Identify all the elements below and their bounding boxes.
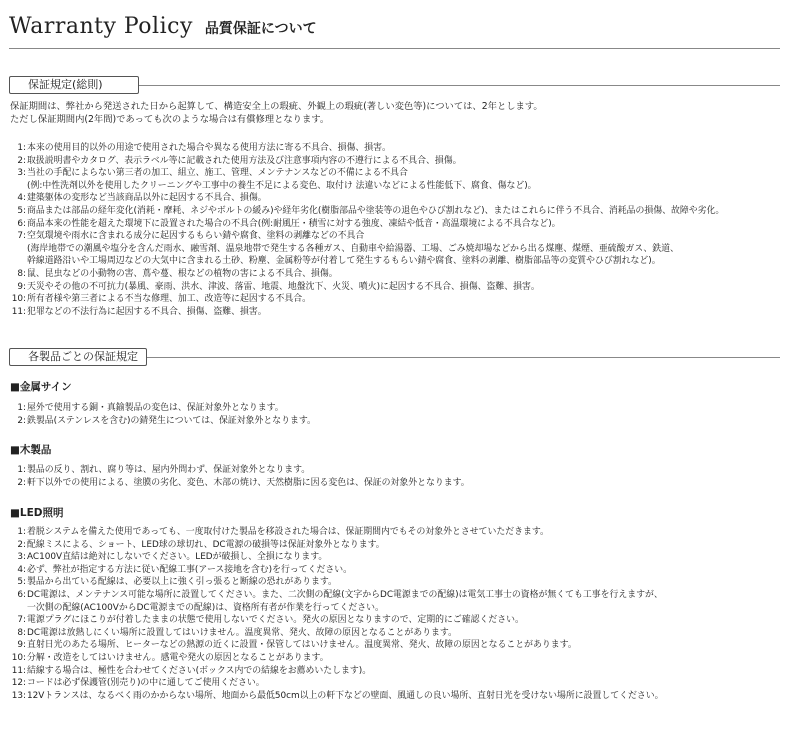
metal-sign-heading: ■金属サイン xyxy=(10,381,72,393)
list-item-separator: : xyxy=(23,155,26,166)
list-item-number: 5 xyxy=(17,205,23,216)
wood-product-list xyxy=(10,464,470,489)
list-item-number: 8 xyxy=(17,627,23,638)
page-title xyxy=(9,14,317,39)
general-intro-line: ただし保証期間内(2年間)であっても次のような場合は有償修理となります。 xyxy=(10,113,330,125)
list-item xyxy=(10,155,724,168)
list-item-continuation: 一次側の配線(AC100VからDC電源までの配線)は、資格所有者が作業を行ってください。 xyxy=(27,602,384,613)
list-item xyxy=(10,539,664,552)
list-item-text: DC電源は、メンテナンス可能な場所に設置してください。また、二次側の配線(文字からDC電源までの配線)は電気工事士の資格が無くても工事を行えますが、 xyxy=(27,589,663,600)
list-item-separator: : xyxy=(23,268,26,279)
list-item xyxy=(10,142,724,155)
page-title-japanese: 品質保証について xyxy=(204,21,317,37)
list-item xyxy=(10,690,664,703)
list-item-number: 5 xyxy=(17,577,23,588)
list-item-number: 1 xyxy=(17,143,23,153)
list-item-text: 建築躯体の変形など当該商品以外に起因する不具合、損傷。 xyxy=(27,193,267,204)
list-item xyxy=(10,526,664,539)
list-item-number: 2 xyxy=(17,477,23,488)
list-item xyxy=(10,652,664,665)
title-divider xyxy=(9,48,780,49)
list-item-number: 7 xyxy=(17,615,23,626)
list-item xyxy=(10,268,724,281)
list-item-number: 13 xyxy=(11,690,23,701)
led-lighting-heading: ■LED照明 xyxy=(10,507,64,519)
list-item-text: 必ず、弊社が指定する方法に従い配線工事(アース接地を含む)を行ってください。 xyxy=(27,564,352,575)
list-item-text: 鉄製品(ステンレスを含む)の錆発生については、保証対象外となります。 xyxy=(27,415,316,426)
general-intro xyxy=(10,101,543,126)
list-item-separator: : xyxy=(23,465,26,475)
list-item-text: 分解・改造をしてはいけません。感電や発火の原因となることがあります。 xyxy=(27,652,329,663)
list-item-number: 9 xyxy=(17,640,23,651)
list-item-separator: : xyxy=(23,143,26,153)
list-item-number: 12 xyxy=(11,678,23,689)
list-item-separator: : xyxy=(23,627,26,638)
list-item-text: 取扱説明書やカタログ、表示ラベル等に記載された使用方法及び注意事項内容の不遵行による不具合、損傷。 xyxy=(27,155,462,166)
list-item-number: 3 xyxy=(17,168,23,179)
list-item-number: 10 xyxy=(11,294,23,305)
list-item-separator: : xyxy=(23,665,26,676)
metal-sign-list xyxy=(10,402,316,427)
list-item-text: 当社の手配によらない第三者の加工、組立、施工、管理、メンテナンスなどの不備による不具合 xyxy=(27,168,408,179)
led-lighting-list xyxy=(10,526,664,702)
list-item xyxy=(10,576,664,589)
list-item-separator: : xyxy=(23,615,26,626)
general-section-line xyxy=(139,85,780,86)
list-item xyxy=(10,614,664,627)
list-item-text: 本来の使用目的以外の用途で使用された場合や異なる使用方法に寄る不具合、損傷、損害。 xyxy=(27,143,391,153)
list-item-number: 1 xyxy=(17,465,23,475)
list-item-number: 8 xyxy=(17,268,23,279)
list-item-number: 1 xyxy=(17,527,23,537)
list-item-number: 11 xyxy=(11,306,23,317)
list-item-separator: : xyxy=(23,552,26,563)
list-item-number: 11 xyxy=(11,665,23,676)
list-item-text: 製品の反り、割れ、腐り等は、屋内外問わず、保証対象外となります。 xyxy=(27,465,311,475)
list-item-separator: : xyxy=(23,527,26,537)
list-item xyxy=(10,281,724,294)
products-section-heading xyxy=(9,348,147,366)
list-item xyxy=(10,677,664,690)
list-item-text: DC電源は放熱しにくい場所に設置してはいけません。温度異常、発火、故障の原因となることがあります。 xyxy=(27,627,457,638)
general-intro-line: 保証期間は、弊社から発送された日から起算して、構造安全上の瑕疵、外観上の瑕疵(著しい変色等)については、2年とします。 xyxy=(10,101,543,112)
list-item-text: 犯罪などの不法行為に起因する不具合、損傷、盗難、損害。 xyxy=(27,306,267,317)
list-item-continuation: (例:中性洗剤以外を使用したクリーニングや工事中の養生不足による変色、取付け 法違いなどによる性能低下、腐食、傷など)。 xyxy=(27,180,537,191)
list-item-text: 12Vトランスは、なるべく雨のかからない場所、地面から最低50cm以上の軒下などの壁面、風通しの良い場所、直射日光を受けない場所に設置してください。 xyxy=(27,690,664,701)
list-item-text: 鼠、昆虫などの小動物の害、蔦や蔓、根などの植物の害による不具合、損傷。 xyxy=(27,268,338,279)
list-item-number: 4 xyxy=(17,193,23,204)
list-item-separator: : xyxy=(23,690,26,701)
list-item-text: 天災やその他の不可抗力(暴風、豪雨、洪水、津波、落雷、地震、地盤沈下、火災、噴火)に起因する不具合、損傷、盗難、損害。 xyxy=(27,281,540,292)
list-item-separator: : xyxy=(23,306,26,317)
list-item xyxy=(10,464,470,477)
list-item-separator: : xyxy=(23,477,26,488)
list-item-text: 製品から出ている配線は、必要以上に強く引っ張ると断線の恐れがあります。 xyxy=(27,577,337,588)
list-item xyxy=(10,306,724,319)
list-item-number: 2 xyxy=(17,415,23,426)
list-item-separator: : xyxy=(23,403,26,413)
list-item-separator: : xyxy=(23,577,26,588)
list-item-separator: : xyxy=(23,589,26,600)
list-item xyxy=(10,205,724,218)
list-item-number: 10 xyxy=(11,652,23,663)
list-item-separator: : xyxy=(23,652,26,663)
list-item-separator: : xyxy=(23,281,26,292)
list-item-separator: : xyxy=(23,294,26,305)
list-item-text: 商品本来の性能を超えた環境下に設置された場合の不具合(例:耐風圧・積雪に対する強度、凍結や低音・高温環境による不具合など)。 xyxy=(27,218,561,229)
list-item-text: 軒下以外での使用による、塗膜の劣化、変色、木部の焼け、天然樹脂に因る変色は、保証の対象外となります。 xyxy=(27,477,470,488)
list-item-text: 商品または部品の経年変化(消耗・摩耗、ネジやボルトの緩み)や経年劣化(樹脂部品や塗装等の退色やひび割れなど)、またはこれらに伴う不具合、消耗品の損傷、故障や劣化。 xyxy=(27,205,725,216)
list-item-separator: : xyxy=(23,231,26,242)
products-section-line xyxy=(147,357,780,358)
list-item-text: 配線ミスによる、ショート、LED球の球切れ、DC電源の破損等は保証対象外となります。 xyxy=(27,539,385,550)
list-item-text: 結線する場合は、極性を合わせてください(ボックス内での結線をお薦めいたします)。 xyxy=(27,665,372,676)
list-item-number: 2 xyxy=(17,155,23,166)
list-item-text: 空気環境や雨水に含まれる成分に起因するもらい錆や腐食、塗料の剥離などの不具合 xyxy=(27,231,365,242)
list-item xyxy=(10,415,316,428)
list-item-separator: : xyxy=(23,539,26,550)
list-item-number: 9 xyxy=(17,281,23,292)
list-item-separator: : xyxy=(23,218,26,229)
list-item-number: 6 xyxy=(17,218,23,229)
list-item-separator: : xyxy=(23,193,26,204)
list-item-number: 6 xyxy=(17,589,23,600)
list-item-continuation: (海岸地帯での潮風や塩分を含んだ雨水、融雪剤、温泉地帯で発生する各種ガス、自動車や給湯器、工場、ごみ焼却場などから出る煤塵、煤煙、亜硫酸ガス、鉄道、 xyxy=(27,243,679,254)
list-item-number: 2 xyxy=(17,539,23,550)
general-section-heading-label: 保証規定(総則) xyxy=(28,78,103,91)
list-item-text: AC100V直結は絶対にしないでください。LEDが破損し、全損になります。 xyxy=(27,552,328,563)
list-item xyxy=(10,230,724,243)
list-item-text: 屋外で使用する銅・真鍮製品の変色は、保証対象外となります。 xyxy=(27,403,284,413)
general-conditions-list xyxy=(10,142,724,318)
list-item-continuation: 幹線道路沿いや工場周辺などの大気中に含まれる土砂、粉塵、金属粉等が付着して発生するもらい錆や腐食、塗料の剥離、樹脂部品等の変質やひび割れなど)。 xyxy=(27,256,661,267)
list-item-separator: : xyxy=(23,678,26,689)
list-item-separator: : xyxy=(23,205,26,216)
list-item-text: 所有者様や第三者による不当な修理、加工、改造等に起因する不具合。 xyxy=(27,294,311,305)
list-item xyxy=(10,551,664,564)
list-item xyxy=(10,402,316,415)
list-item-separator: : xyxy=(23,415,26,426)
list-item-text: 電源プラグにほこりが付着したままの状態で使用しないでください。発火の原因となりますので、定期的にご確認ください。 xyxy=(27,615,524,626)
list-item-separator: : xyxy=(23,564,26,575)
list-item-text: 着脱システムを備えた使用であっても、一度取付けた製品を移設された場合は、保証期間内でもその対象外とさせていただきます。 xyxy=(27,527,549,537)
general-section-heading xyxy=(9,76,139,94)
list-item xyxy=(10,589,664,602)
list-item-separator: : xyxy=(23,640,26,651)
list-item xyxy=(10,627,664,640)
list-item-text: コードは必ず保護管(別売り)の中に通してご使用ください。 xyxy=(27,678,265,689)
list-item xyxy=(10,218,724,231)
wood-product-heading: ■木製品 xyxy=(10,444,52,456)
list-item xyxy=(10,167,724,180)
list-item-number: 7 xyxy=(17,231,23,242)
list-item xyxy=(10,665,664,678)
list-item-number: 3 xyxy=(17,552,23,563)
list-item xyxy=(10,564,664,577)
list-item xyxy=(10,192,724,205)
page-title-english: Warranty Policy xyxy=(9,14,193,39)
list-item-number: 4 xyxy=(17,564,23,575)
list-item-text: 直射日光のあたる場所、ヒーターなどの熱源の近くに設置・保管してはいけません。温度異常、発火、故障の原因となることがあります。 xyxy=(27,640,577,651)
list-item-separator: : xyxy=(23,168,26,179)
list-item xyxy=(10,293,724,306)
list-item xyxy=(10,477,470,490)
products-section-heading-label: 各製品ごとの保証規定 xyxy=(28,350,138,363)
list-item-number: 1 xyxy=(17,403,23,413)
list-item xyxy=(10,639,664,652)
